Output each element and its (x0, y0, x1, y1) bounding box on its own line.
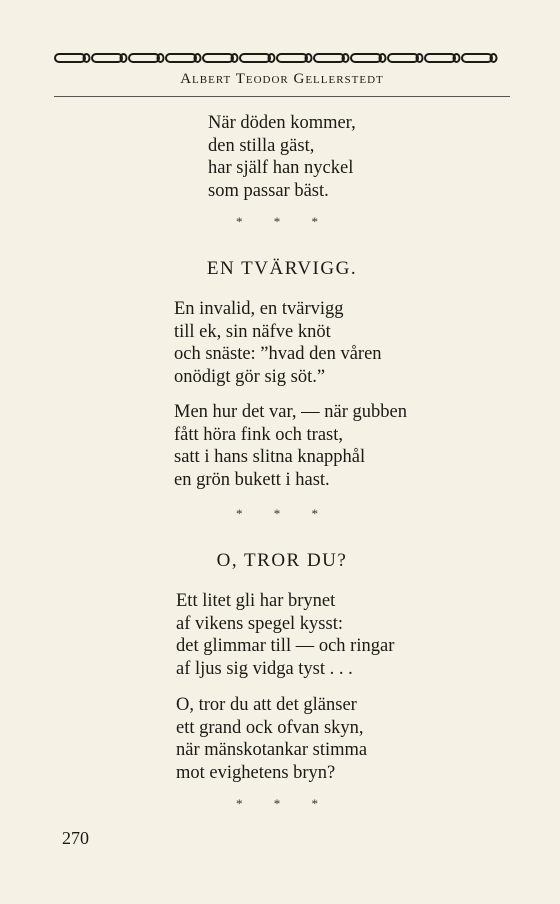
verse-line: satt i hans slitna knapphål (174, 447, 366, 468)
verse-line: till ek, sin näfve knöt (174, 321, 331, 342)
verse-line: när mänskotankar stimma (176, 740, 368, 761)
chain-ornament (54, 51, 510, 65)
verse-line: och snäste: ”hvad den våren (174, 344, 382, 365)
separator-stars: * * * (236, 506, 332, 521)
stanza (174, 298, 382, 388)
poem-title: O, TROR DU? (216, 550, 348, 571)
verse-line: mot evighetens bryn? (176, 762, 336, 783)
verse-line: O, tror du att det glänser (176, 695, 357, 715)
running-head: Albert Teodor Gellerstedt (180, 71, 384, 87)
separator-stars: * * * (236, 796, 332, 811)
verse-line: den stilla gäst, (208, 135, 315, 156)
verse-line: af vikens spegel kysst: (176, 613, 343, 634)
verse-line: Ett litet gli har brynet (176, 591, 336, 611)
verse-line: har själf han nyckel (208, 158, 354, 179)
verse-line: det glimmar till — och ringar (176, 636, 395, 657)
verse-line: Men hur det var, — när gubben (174, 402, 408, 422)
stanza (176, 694, 367, 784)
verse-line: som passar bäst. (208, 180, 329, 201)
verse-line: en grön bukett i hast. (174, 469, 330, 490)
header-rule (54, 96, 510, 97)
page-number: 270 (62, 828, 89, 848)
separator-stars: * * * (236, 214, 332, 229)
verse-line: onödigt gör sig söt.” (174, 366, 326, 387)
verse-line: En invalid, en tvärvigg (174, 299, 344, 319)
stanza (174, 401, 407, 491)
poem-title: EN TVÄRVIGG. (206, 258, 358, 279)
verse-line: När döden kommer, (208, 113, 356, 133)
verse-line: ett grand ock ofvan skyn, (176, 717, 364, 738)
verse-line: fått höra fink och trast, (174, 424, 344, 445)
verse-line: af ljus sig vidga tyst . . . (176, 658, 353, 679)
stanza (176, 590, 394, 680)
opening-stanza (208, 112, 356, 202)
